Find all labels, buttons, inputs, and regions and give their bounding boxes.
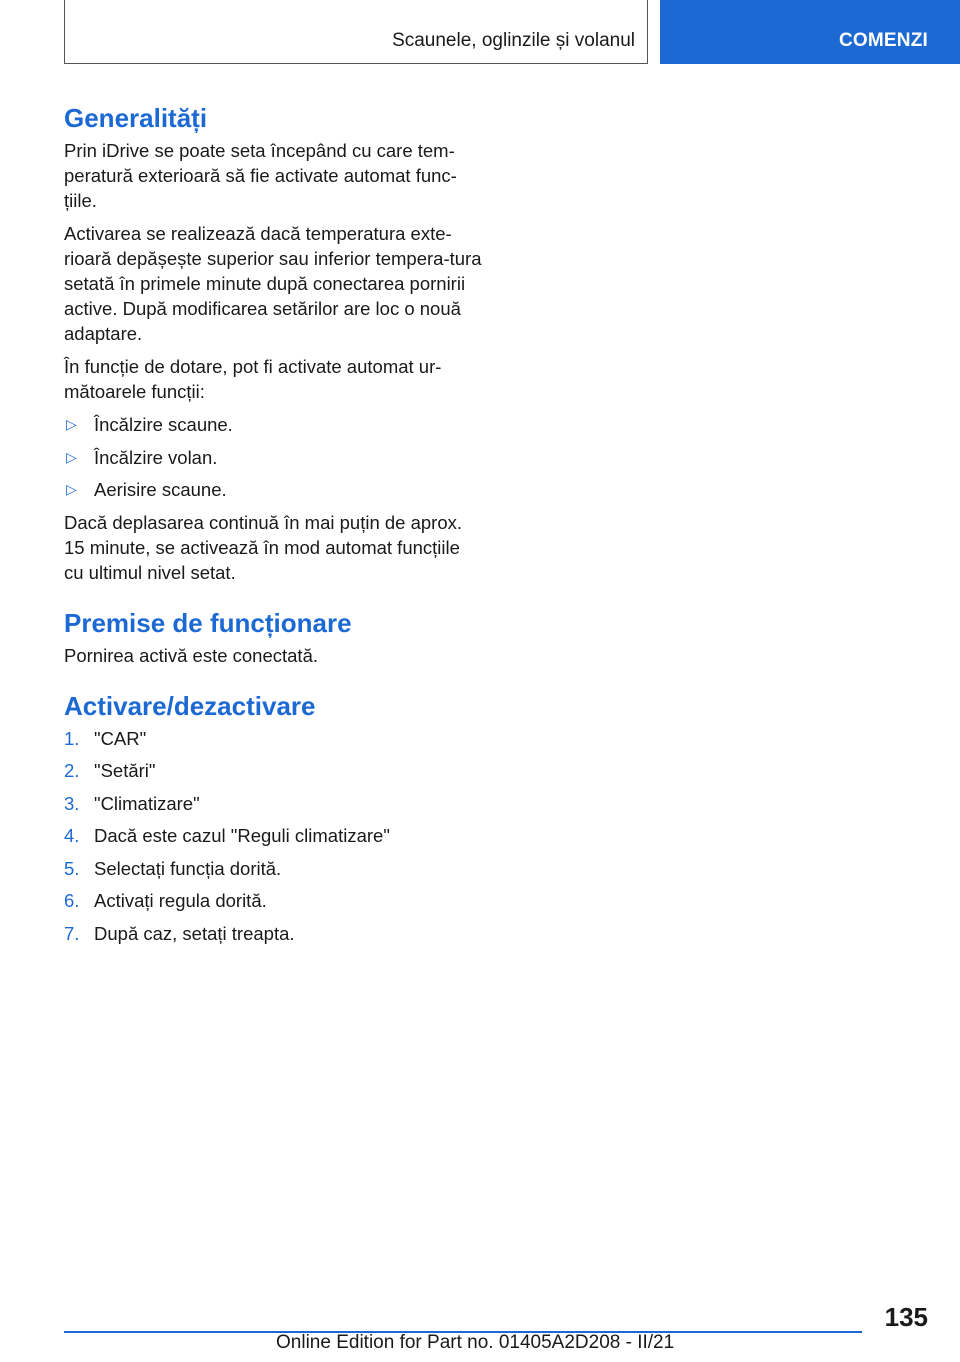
header-section-tab [64, 0, 648, 64]
main-content [64, 98, 484, 953]
step-text: "CAR" [94, 727, 147, 749]
triangle-right-icon: ▷ [66, 416, 77, 432]
step-item [64, 791, 484, 816]
heading-activation: Activare/dezactivare [64, 690, 316, 721]
steps-list [64, 726, 484, 946]
list-item-text: Încălzire volan. [94, 446, 218, 468]
list-item-text: Încălzire scaune. [94, 414, 233, 435]
paragraph: Dacă deplasarea continuă în mai puțin de aprox. 15 minute, se activează în mod automat funcțiile cu ultimul nivel setat. [64, 511, 463, 583]
step-item [64, 856, 484, 881]
step-number: 6. [64, 890, 80, 911]
page-number: 135 [884, 1302, 928, 1332]
step-item [64, 758, 484, 783]
feature-list [64, 412, 484, 502]
step-number: 5. [64, 857, 80, 879]
footer-edition: Online Edition for Part no. 01405A2D208 - II/21 [276, 1332, 675, 1353]
chapter-title: COMENZI [838, 30, 928, 51]
paragraph: Prin iDrive se poate seta începând cu care tem-peratură exterioară să fie activate automat func-țiile. [64, 140, 457, 211]
list-item [64, 477, 484, 502]
step-item [64, 823, 484, 848]
step-text: "Setări" [94, 760, 156, 781]
paragraph: Activarea se realizează dacă temperatura exte-rioară depășește superior sau inferior tempera-tura setată în primele minute după conectarea pornirii active. După modificarea setărilor are loc o nouă adaptare. [64, 223, 482, 344]
step-text: Activați regula dorită. [94, 890, 267, 911]
section-title: Scaunele, oglinzile și volanul [392, 30, 635, 51]
step-item [64, 921, 484, 946]
step-number: 3. [64, 792, 80, 814]
list-item-text: Aerisire scaune. [94, 479, 227, 500]
step-item [64, 888, 484, 913]
heading-general: Generalități [64, 103, 208, 133]
triangle-right-icon: ▷ [66, 481, 77, 497]
heading-premise: Premise de funcționare [64, 607, 352, 638]
list-item [64, 445, 484, 470]
paragraph: Pornirea activă este conectată. [64, 644, 319, 666]
step-item [64, 726, 484, 751]
header-chapter-tab [660, 0, 960, 64]
step-text: Selectați funcția dorită. [94, 857, 282, 879]
step-number: 2. [64, 760, 80, 781]
step-number: 4. [64, 825, 80, 846]
step-text: Dacă este cazul "Reguli climatizare" [94, 825, 390, 846]
step-number: 1. [64, 727, 80, 749]
triangle-right-icon: ▷ [66, 448, 77, 465]
step-text: "Climatizare" [94, 792, 200, 814]
step-number: 7. [64, 922, 80, 944]
paragraph: În funcție de dotare, pot fi activate automat ur-mătoarele funcții: [64, 356, 442, 402]
step-text: După caz, setați treapta. [94, 922, 295, 944]
list-item [64, 412, 484, 437]
